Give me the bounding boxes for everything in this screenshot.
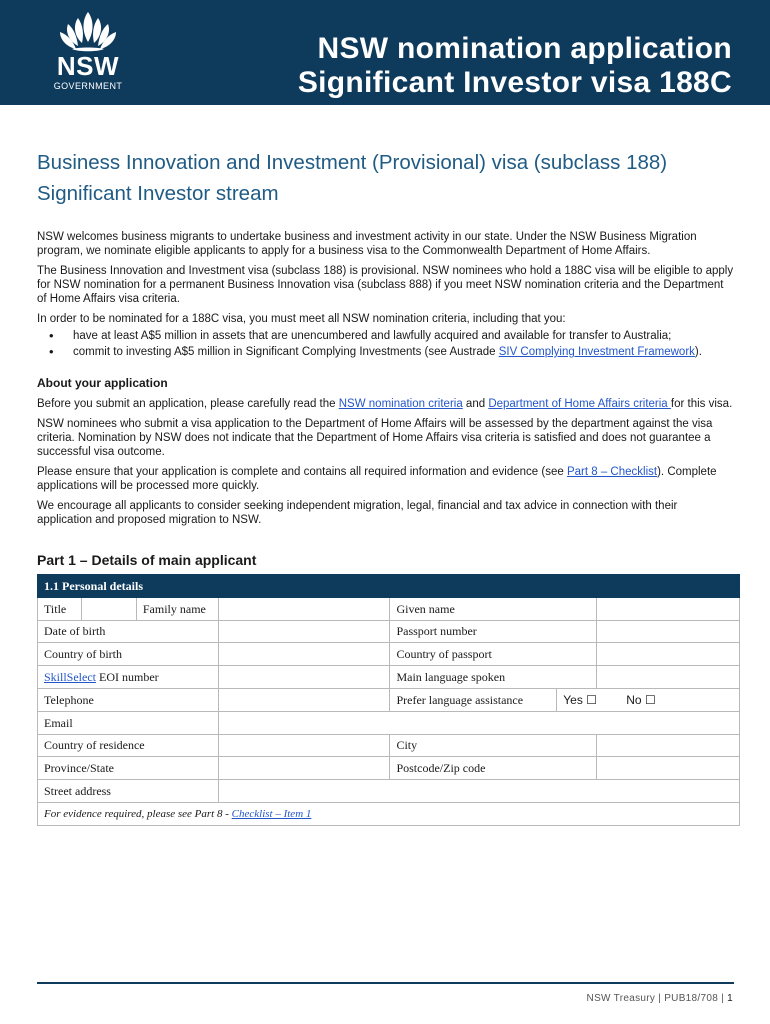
table-row: [38, 734, 740, 757]
country-of-passport-label: Country of passport: [390, 643, 597, 666]
language-assistance-options: [557, 688, 740, 711]
province-input[interactable]: [218, 757, 390, 780]
main-language-label: Main language spoken: [390, 666, 597, 689]
intro-paragraph-1: NSW welcomes business migrants to undertake business and investment activity in our state. Under the NSW Business Migration program, we nominate eligible applicants to apply for a business visa to the Commonwealth Department of Home Affairs.: [37, 231, 697, 257]
province-label: Province/State: [38, 757, 219, 780]
page-footer: NSW Treasury | PUB18/708 | 1: [586, 993, 733, 1004]
city-input[interactable]: [597, 734, 740, 757]
banner-title-line1: NSW nomination application: [317, 32, 732, 65]
waratah-icon: [46, 10, 130, 54]
email-input[interactable]: [218, 711, 739, 734]
prefer-language-label: Prefer language assistance: [390, 688, 557, 711]
given-name-label: Given name: [390, 597, 597, 620]
family-name-input[interactable]: [218, 597, 390, 620]
given-name-input[interactable]: [597, 597, 740, 620]
table-row: [38, 688, 740, 711]
document-body: [37, 230, 734, 826]
about-paragraph-3: Please ensure that your application is complete and contains all required information and evidence (see Part 8 – Checklist). Complete applications will be processed more quickly.: [37, 466, 717, 492]
table-row: [38, 780, 740, 803]
table-row: [38, 597, 740, 620]
siv-framework-link[interactable]: SIV Complying Investment Framework: [498, 346, 695, 358]
eoi-number-input[interactable]: [218, 666, 390, 689]
country-of-residence-label: Country of residence: [38, 734, 219, 757]
personal-details-table: [37, 574, 740, 826]
passport-number-input[interactable]: [597, 620, 740, 643]
checklist-link[interactable]: Part 8 – Checklist: [566, 466, 658, 478]
heading-line1: Business Innovation and Investment (Provisional) visa (subclass 188): [37, 151, 668, 174]
country-of-birth-input[interactable]: [218, 643, 390, 666]
about-paragraph-4: We encourage all applicants to consider seeking independent migration, legal, financial and tax advice in connection with their application and proposed migration to NSW.: [37, 500, 678, 526]
intro-paragraph-2: The Business Innovation and Investment visa (subclass 188) is provisional. NSW nominees who hold a 188C visa will be eligible to apply for NSW nomination for a permanent Business Innovation visa (subclass 888) if you meet NSW nomination criteria and the Department of Home Affairs visa criteria.: [37, 265, 734, 305]
no-checkbox[interactable]: No ☐: [626, 692, 656, 707]
country-of-residence-input[interactable]: [218, 734, 390, 757]
street-address-input[interactable]: [218, 780, 739, 803]
checklist-item-link[interactable]: Checklist – Item 1: [231, 807, 312, 820]
postcode-label: Postcode/Zip code: [390, 757, 597, 780]
telephone-label: Telephone: [38, 688, 219, 711]
section-header-row: [38, 575, 740, 598]
logo-government-text: GOVERNMENT: [53, 81, 123, 91]
title-input[interactable]: [81, 597, 136, 620]
evidence-note: For evidence required, please see Part 8 - Checklist – Item 1: [38, 802, 740, 825]
title-label: Title: [38, 597, 82, 620]
table-row: [38, 643, 740, 666]
street-address-label: Street address: [38, 780, 219, 803]
logo-nsw-text: NSW: [56, 51, 120, 81]
telephone-input[interactable]: [218, 688, 390, 711]
part1-title: Part 1 – Details of main applicant: [37, 552, 257, 568]
criteria-item: • commit to investing A$5 million in Significant Complying Investments (see Austrade SIV Complying Investment Framework).: [37, 344, 734, 360]
main-language-input[interactable]: [597, 666, 740, 689]
page-heading: [37, 147, 667, 209]
table-row: [38, 620, 740, 643]
page-number: 1: [727, 993, 733, 1004]
intro-paragraph-3: In order to be nominated for a 188C visa, you must meet all NSW nomination criteria, including that you:: [37, 313, 566, 325]
country-of-birth-label: Country of birth: [38, 643, 219, 666]
criteria-list: [37, 328, 734, 360]
table-row: [38, 711, 740, 734]
email-label: Email: [38, 711, 219, 734]
evidence-note-row: [38, 802, 740, 825]
footer-divider: [37, 982, 734, 984]
about-heading: About your application: [37, 376, 168, 390]
passport-number-label: Passport number: [390, 620, 597, 643]
table-row: [38, 666, 740, 689]
criteria-item: • have at least A$5 million in assets that are unencumbered and lawfully acquired and available for transfer to Australia;: [37, 328, 734, 344]
country-of-passport-input[interactable]: [597, 643, 740, 666]
banner-title-line2: Significant Investor visa 188C: [297, 66, 732, 99]
header-banner: [0, 0, 770, 105]
nsw-government-logo: [46, 10, 130, 96]
postcode-input[interactable]: [597, 757, 740, 780]
heading-line2: Significant Investor stream: [37, 182, 279, 205]
yes-checkbox[interactable]: Yes ☐: [563, 692, 597, 707]
section-header: 1.1 Personal details: [38, 575, 740, 598]
dob-label: Date of birth: [38, 620, 219, 643]
banner-title: [298, 32, 732, 100]
dob-input[interactable]: [218, 620, 390, 643]
home-affairs-criteria-link[interactable]: Department of Home Affairs criteria: [488, 398, 671, 410]
skillselect-link[interactable]: SkillSelect: [44, 670, 96, 685]
city-label: City: [390, 734, 597, 757]
about-paragraph-1: Before you submit an application, please carefully read the NSW nomination criteria and Department of Home Affairs criteria for this visa.: [37, 398, 733, 410]
table-row: [38, 757, 740, 780]
eoi-number-label: SkillSelect EOI number: [38, 666, 219, 689]
nsw-criteria-link[interactable]: NSW nomination criteria: [338, 398, 463, 410]
about-paragraph-2: NSW nominees who submit a visa application to the Department of Home Affairs will be assessed by the department against the visa criteria. Nomination by NSW does not indicate that the Department of Home Affairs visa criteria is satisfied and does not guarantee a successful visa outcome.: [37, 418, 713, 458]
family-name-label: Family name: [136, 597, 218, 620]
